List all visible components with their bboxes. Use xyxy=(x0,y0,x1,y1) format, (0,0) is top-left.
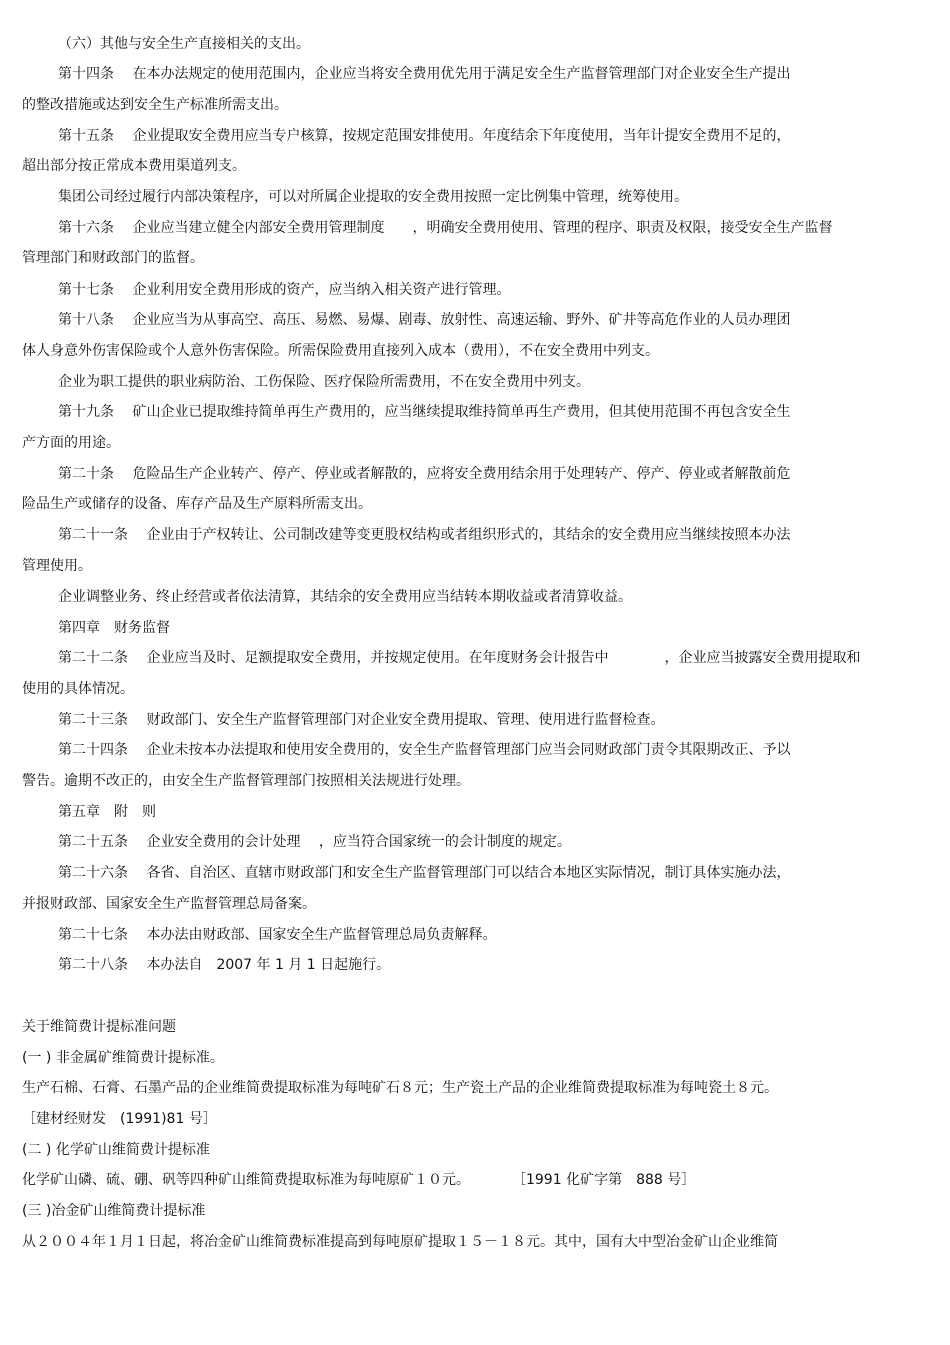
text-line: 警告。逾期不改正的，由安全生产监督管理部门按照相关法规进行处理。 xyxy=(22,773,470,789)
chapter-heading: 第四章 财务监督 xyxy=(58,620,170,636)
text-line: 生产石棉、石膏、石墨产品的企业维简费提取标准为每吨矿石８元；生产瓷土产品的企业维简费提取标准为每吨瓷土８元。 xyxy=(22,1080,778,1096)
text-line: 险品生产或储存的设备、库存产品及生产原料所需支出。 xyxy=(22,496,372,512)
article-18: 第十八条 企业应当为从事高空、高压、易燃、易爆、剧毒、放射性、高速运输、野外、矿井等高危作业的人员办理团 xyxy=(58,312,791,328)
article-27: 第二十七条 本办法由财政部、国家安全生产监督管理总局负责解释。 xyxy=(58,927,497,943)
text-line: 的整改措施或达到安全生产标准所需支出。 xyxy=(22,97,288,113)
article-20: 第二十条 危险品生产企业转产、停产、停业或者解散的，应将安全费用结余用于处理转产、停产、停业或者解散前危 xyxy=(58,466,791,482)
article-26: 第二十六条 各省、自治区、直辖市财政部门和安全生产监督管理部门可以结合本地区实际情况，制订具体实施办法， xyxy=(58,865,791,881)
text-line: 产方面的用途。 xyxy=(22,435,120,451)
article-25: 第二十五条 企业安全费用的会计处理 ，应当符合国家统一的会计制度的规定。 xyxy=(58,834,571,850)
article-24: 第二十四条 企业未按本办法提取和使用安全费用的，安全生产监督管理部门应当会同财政部门责令其限期改正、予以 xyxy=(58,742,791,758)
section-title: 关于维简费计提标准问题 xyxy=(22,1019,176,1035)
article-14: 第十四条 在本办法规定的使用范围内，企业应当将安全费用优先用于满足安全生产监督管理部门对企业安全生产提出 xyxy=(58,66,791,82)
subsection-heading: (二 ) 化学矿山维简费计提标准 xyxy=(22,1142,210,1158)
subsection-heading: (三 )冶金矿山维简费计提标准 xyxy=(22,1203,206,1219)
text-line: 超出部分按正常成本费用渠道列支。 xyxy=(22,158,246,174)
text-line: （六）其他与安全生产直接相关的支出。 xyxy=(58,36,310,52)
text-line: 企业为职工提供的职业病防治、工伤保险、医疗保险所需费用，不在安全费用中列支。 xyxy=(58,374,590,390)
article-16: 第十六条 企业应当建立健全内部安全费用管理制度 ，明确安全费用使用、管理的程序、职责及权限，接受安全生产监督 xyxy=(58,220,833,236)
reference-note: ［建材经财发 (1991)81 号］ xyxy=(22,1111,217,1127)
article-22: 第二十二条 企业应当及时、足额提取安全费用，并按规定使用。在年度财务会计报告中 ，企业应当披露安全费用提取和 xyxy=(58,650,861,666)
text-line: 体人身意外伤害保险或个人意外伤害保险。所需保险费用直接列入成本（费用），不在安全费用中列支。 xyxy=(22,343,659,359)
text-line: 管理使用。 xyxy=(22,558,92,574)
article-17: 第十七条 企业利用安全费用形成的资产，应当纳入相关资产进行管理。 xyxy=(58,282,511,298)
text-line: 从２００４年１月１日起，将冶金矿山维简费标准提高到每吨原矿提取１５－１８元。其中，国有大中型冶金矿山企业维简 xyxy=(22,1234,778,1250)
article-21: 第二十一条 企业由于产权转让、公司制改建等变更股权结构或者组织形式的，其结余的安全费用应当继续按照本办法 xyxy=(58,527,791,543)
text-line: 管理部门和财政部门的监督。 xyxy=(22,250,204,266)
text-line: 使用的具体情况。 xyxy=(22,681,134,697)
article-28: 第二十八条 本办法自 2007 年 1 月 1 日起施行。 xyxy=(58,957,391,973)
text-line: 集团公司经过履行内部决策程序，可以对所属企业提取的安全费用按照一定比例集中管理，统筹使用。 xyxy=(58,189,688,205)
article-15: 第十五条 企业提取安全费用应当专户核算，按规定范围安排使用。年度结余下年度使用，当年计提安全费用不足的， xyxy=(58,128,791,144)
text-line: 企业调整业务、终止经营或者依法清算，其结余的安全费用应当结转本期收益或者清算收益。 xyxy=(58,589,632,605)
article-23: 第二十三条 财政部门、安全生产监督管理部门对企业安全费用提取、管理、使用进行监督检查。 xyxy=(58,712,665,728)
text-line: 化学矿山磷、硫、硼、矾等四种矿山维简费提取标准为每吨原矿１０元。 ［1991 化矿字第 888 号］ xyxy=(22,1172,696,1188)
text-line: 并报财政部、国家安全生产监督管理总局备案。 xyxy=(22,896,316,912)
chapter-heading: 第五章 附 则 xyxy=(58,804,156,820)
article-19: 第十九条 矿山企业已提取维持简单再生产费用的，应当继续提取维持简单再生产费用，但其使用范围不再包含安全生 xyxy=(58,404,791,420)
subsection-heading: (一 ) 非金属矿维简费计提标准。 xyxy=(22,1050,224,1066)
